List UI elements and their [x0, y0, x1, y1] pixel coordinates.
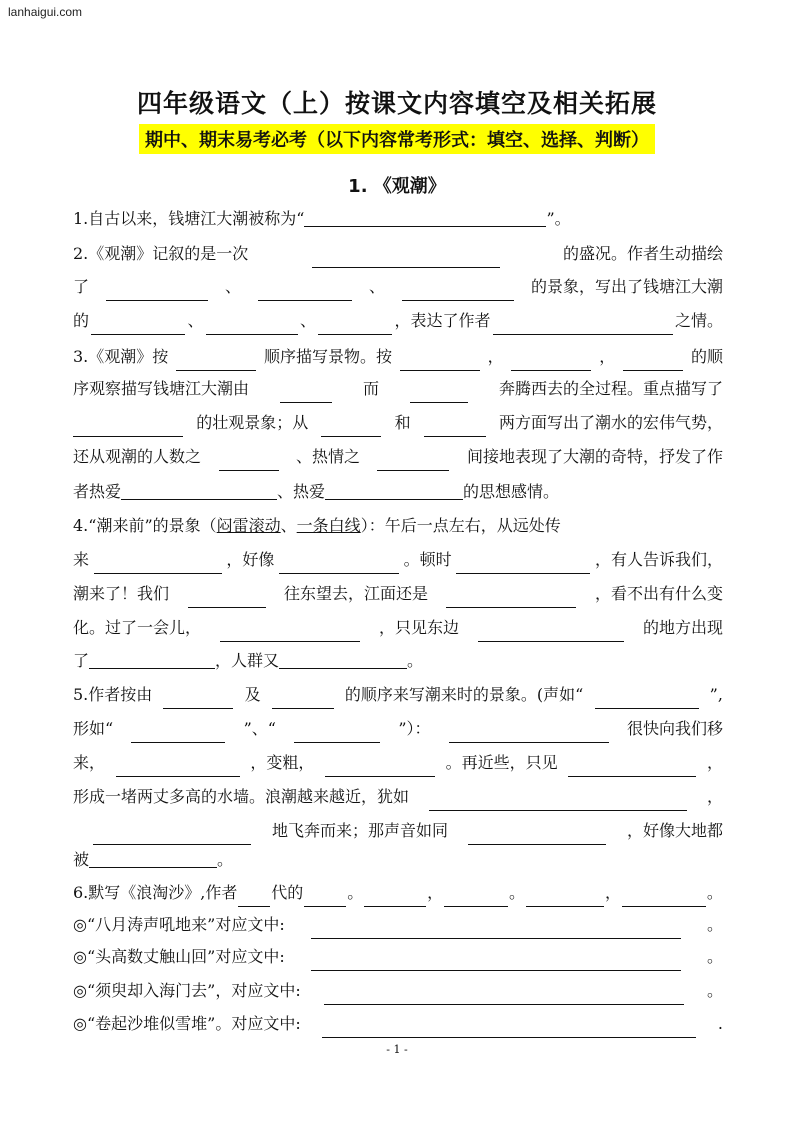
- question-line: 被 。: [73, 850, 234, 869]
- blank: [91, 316, 185, 335]
- blank: [219, 452, 279, 471]
- blank: [311, 920, 681, 939]
- blank: [294, 724, 380, 743]
- blank: [568, 758, 696, 777]
- blank: [272, 690, 334, 709]
- blank: [176, 352, 256, 371]
- blank: [444, 888, 508, 907]
- question-line: 化。过了一会儿， ，只见东边 的地方出现: [73, 614, 723, 642]
- blank: [73, 418, 183, 437]
- question-line: ◎“卷起沙堆似雪堆”。对应文中: .: [73, 1010, 723, 1038]
- blank: [400, 352, 480, 371]
- blank: [89, 849, 217, 868]
- section-heading: 1. 《观潮》: [348, 176, 446, 197]
- blank: [364, 888, 426, 907]
- question-line: 序观察描写钱塘江大潮由 而 奔腾西去的全过程。重点描写了: [73, 375, 723, 403]
- question-line: 潮来了！我们 往东望去，江面还是 ，看不出有什么变: [73, 580, 723, 608]
- blank: [94, 555, 222, 574]
- blank: [238, 888, 270, 907]
- question-line: 2.《观潮》记叙的是一次 的盛况。作者生动描绘: [73, 240, 723, 268]
- question-line: 6.默写《浪淘沙》,作者 代的 。 ， 。 ， 。: [73, 879, 723, 907]
- blank: [493, 316, 673, 335]
- blank: [258, 282, 352, 301]
- blank: [456, 555, 590, 574]
- blank: [220, 623, 360, 642]
- question-line: 1.自古以来，钱塘江大潮被称为“ ”。: [73, 209, 571, 228]
- blank: [325, 758, 435, 777]
- blank: [424, 418, 486, 437]
- question-line: 还从观潮的人数之 、热情之 间接地表现了大潮的奇特，抒发了作: [73, 443, 723, 471]
- blank: [279, 555, 399, 574]
- blank: [325, 481, 463, 500]
- blank: [478, 623, 624, 642]
- blank: [526, 888, 604, 907]
- question-line: ◎“须臾却入海门去”，对应文中: 。: [73, 977, 723, 1005]
- watermark: lanhaigui.com: [8, 5, 83, 19]
- question-line: ◎“八月涛声吼地来”对应文中: 。: [73, 911, 723, 939]
- blank: [468, 826, 606, 845]
- page-number: - 1 -: [386, 1043, 408, 1056]
- question-line: 4.“潮来前”的景象（闷雷滚动、一条白线）：午后一点左右，从远处传: [73, 516, 561, 535]
- blank: [377, 452, 449, 471]
- question-line: 的壮观景象；从 和 两方面写出了潮水的宏伟气势，: [73, 409, 723, 437]
- question-line: 5.作者按由 及 的顺序来写潮来时的景象。(声如“ ”,: [73, 681, 723, 709]
- blank: [188, 589, 266, 608]
- question-line: 3.《观潮》按 顺序描写景物。按 ， ， 的顺: [73, 343, 723, 371]
- blank: [311, 952, 681, 971]
- blank: [312, 249, 500, 268]
- blank: [623, 352, 683, 371]
- blank: [131, 724, 225, 743]
- blank: [322, 1019, 696, 1038]
- question-line: 地飞奔而来；那声音如同 ，好像大地都: [73, 817, 723, 845]
- question-line: 了 、 、 的景象，写出了钱塘江大潮: [73, 273, 723, 301]
- highlight-subtitle: 期中、期末易考必考（以下内容常考形式：填空、选择、判断）: [139, 124, 655, 154]
- page-title: 四年级语文（上）按课文内容填空及相关拓展: [136, 89, 657, 118]
- question-line: 形成一堵两丈多高的水墙。浪潮越来越近，犹如 ，: [73, 783, 723, 811]
- question-line: ◎“头高数丈触山回”对应文中: 。: [73, 943, 723, 971]
- blank: [304, 888, 346, 907]
- blank: [116, 758, 240, 777]
- blank: [429, 792, 687, 811]
- blank: [304, 208, 546, 227]
- blank: [321, 418, 381, 437]
- blank: [402, 282, 514, 301]
- question-line: 形如“ ”、“ ”）： 很快向我们移: [73, 715, 723, 743]
- blank: [280, 384, 332, 403]
- question-line: 的 、 、 ，表达了作者 之情。: [73, 307, 723, 335]
- question-line: 来 ，好像 。顿时 ，有人告诉我们，: [73, 546, 723, 574]
- question-line: 来， ，变粗， 。再近些，只见 ，: [73, 749, 723, 777]
- blank: [89, 650, 215, 669]
- question-line: 者热爱 、热爱 的思想感情。: [73, 482, 560, 501]
- blank: [595, 690, 699, 709]
- question-line: 了 ，人群又 。: [73, 651, 424, 670]
- blank: [622, 888, 706, 907]
- blank: [93, 826, 251, 845]
- blank: [121, 481, 277, 500]
- blank: [410, 384, 468, 403]
- blank: [106, 282, 208, 301]
- blank: [318, 316, 392, 335]
- blank: [279, 650, 407, 669]
- blank: [446, 589, 576, 608]
- blank: [324, 986, 684, 1005]
- blank: [511, 352, 591, 371]
- blank: [206, 316, 298, 335]
- blank: [163, 690, 233, 709]
- blank: [449, 724, 609, 743]
